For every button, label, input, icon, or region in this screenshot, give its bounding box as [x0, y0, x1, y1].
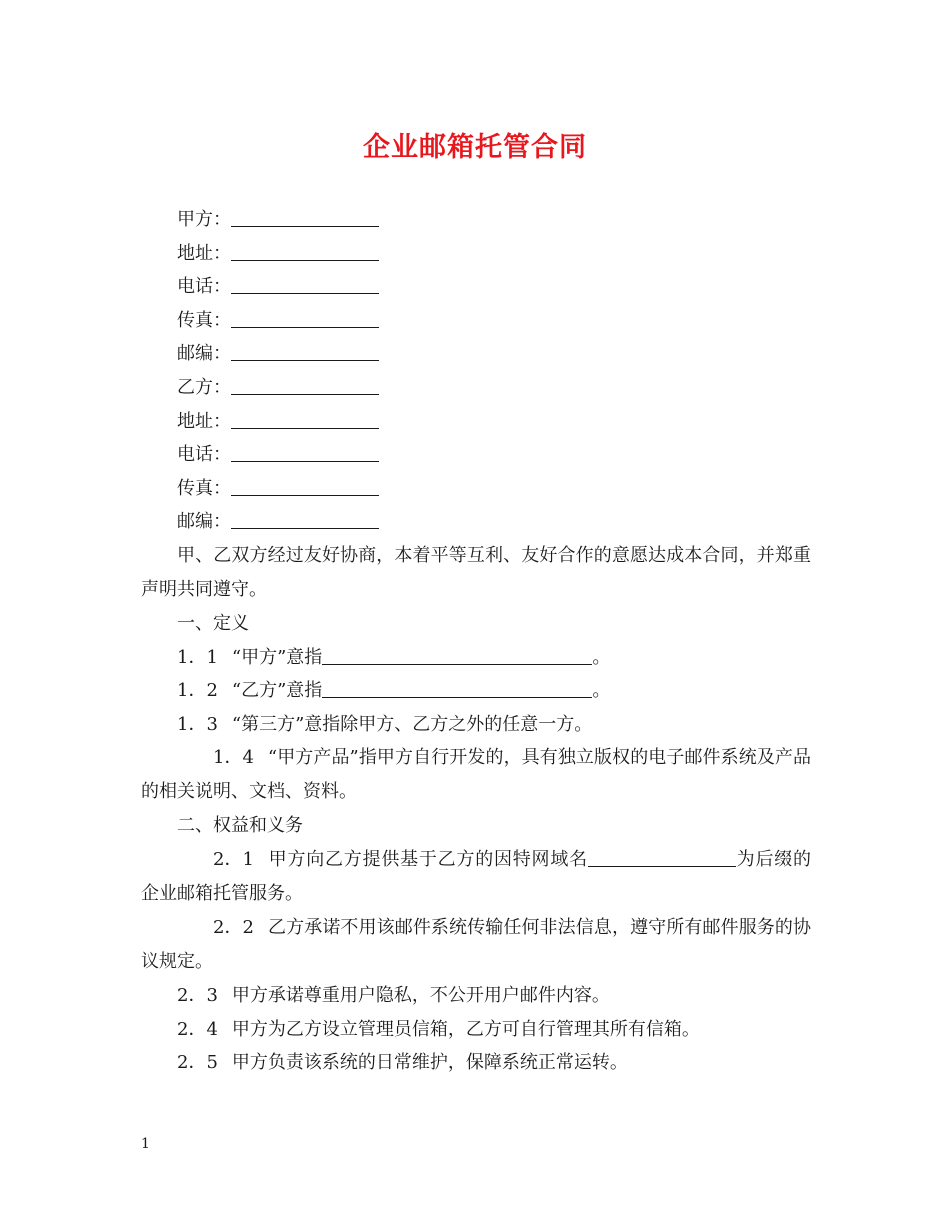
- party-label: 邮编：: [177, 511, 231, 533]
- party-line-10: [141, 505, 811, 539]
- section-heading-rights: 二、权益和义务: [177, 815, 303, 837]
- clause-1-1: [141, 641, 811, 675]
- fill-blank[interactable]: [322, 679, 592, 698]
- intro-paragraph: 甲、乙双方经过友好协商，本着平等互利、友好合作的意愿达成本合同，并郑重声明共同遵守。: [141, 544, 811, 600]
- clause-text: 甲方承诺尊重用户隐私，不公开用户邮件内容。: [231, 984, 610, 1006]
- party-label: 甲方：: [177, 209, 231, 230]
- party-line-8: [141, 438, 811, 472]
- fill-blank[interactable]: [231, 275, 379, 294]
- clause-text: “甲方”意指: [231, 646, 323, 668]
- party-line-9: [141, 472, 811, 506]
- document-body: [141, 203, 811, 1080]
- fill-blank[interactable]: [231, 510, 379, 529]
- party-line-1: [141, 203, 811, 237]
- fill-blank[interactable]: [231, 208, 379, 227]
- fill-blank[interactable]: [231, 410, 379, 429]
- party-line-6: [141, 371, 811, 405]
- clause-text: “甲方产品”指甲方自行开发的，具有独立版权的电子邮件系统及产品的相关说明、文档、资料。: [141, 747, 811, 803]
- fill-blank[interactable]: [231, 242, 379, 261]
- party-label: 地址：: [177, 242, 231, 264]
- party-label: 传真：: [177, 309, 231, 331]
- clause-2-1: [141, 843, 811, 911]
- party-label: 地址：: [177, 410, 231, 432]
- clause-1-2: [141, 674, 811, 708]
- party-line-5: [141, 337, 811, 371]
- section-heading-definitions: 一、定义: [177, 612, 249, 634]
- clause-number: 2．1: [213, 848, 254, 870]
- clause-2-2: [141, 911, 811, 979]
- clause-number: 1．1: [177, 646, 218, 668]
- clause-text: 甲方为乙方设立管理员信箱，乙方可自行管理其所有信箱。: [231, 1018, 700, 1040]
- party-label: 传真：: [177, 477, 231, 499]
- fill-blank[interactable]: [322, 646, 592, 665]
- page-number: 1: [141, 1136, 150, 1152]
- clause-number: 1．2: [177, 680, 218, 702]
- party-label: 乙方：: [177, 376, 231, 398]
- party-line-2: [141, 237, 811, 271]
- clause-number: 2．4: [177, 1018, 218, 1040]
- fill-blank[interactable]: [231, 376, 379, 395]
- clause-number: 2．5: [177, 1052, 218, 1074]
- clause-1-4: [141, 741, 811, 809]
- party-label: 电话：: [177, 444, 231, 466]
- clause-text: 甲方向乙方提供基于乙方的因特网域名: [267, 848, 588, 870]
- party-line-4: [141, 304, 811, 338]
- fill-blank[interactable]: [231, 477, 379, 496]
- party-label: 电话：: [177, 276, 231, 298]
- clause-number: 1．3: [177, 713, 218, 735]
- party-label: 邮编：: [177, 343, 231, 365]
- fill-blank[interactable]: [588, 848, 736, 867]
- fill-blank[interactable]: [231, 309, 379, 328]
- party-line-3: [141, 270, 811, 304]
- clause-2-5: [141, 1046, 811, 1080]
- clause-text: “第三方”意指除甲方、乙方之外的任意一方。: [231, 713, 593, 735]
- clause-2-4: [141, 1013, 811, 1047]
- clause-number: 1．4: [213, 747, 254, 769]
- clause-text: “乙方”意指: [231, 680, 323, 702]
- clause-suffix: 。: [592, 646, 611, 668]
- fill-blank[interactable]: [231, 342, 379, 361]
- party-line-7: [141, 405, 811, 439]
- clause-suffix: 。: [592, 680, 611, 702]
- clause-suffix: 为后缀的企业邮箱托管服务。: [141, 848, 811, 904]
- clause-2-3: [141, 979, 811, 1013]
- clause-text: 乙方承诺不用该邮件系统传输任何非法信息，遵守所有邮件服务的协议规定。: [141, 916, 811, 972]
- fill-blank[interactable]: [231, 443, 379, 462]
- document-title: 企业邮箱托管合同: [363, 132, 587, 163]
- clause-1-3: [141, 708, 811, 742]
- clause-number: 2．2: [213, 916, 254, 938]
- clause-number: 2．3: [177, 984, 218, 1006]
- clause-text: 甲方负责该系统的日常维护，保障系统正常运转。: [231, 1052, 628, 1074]
